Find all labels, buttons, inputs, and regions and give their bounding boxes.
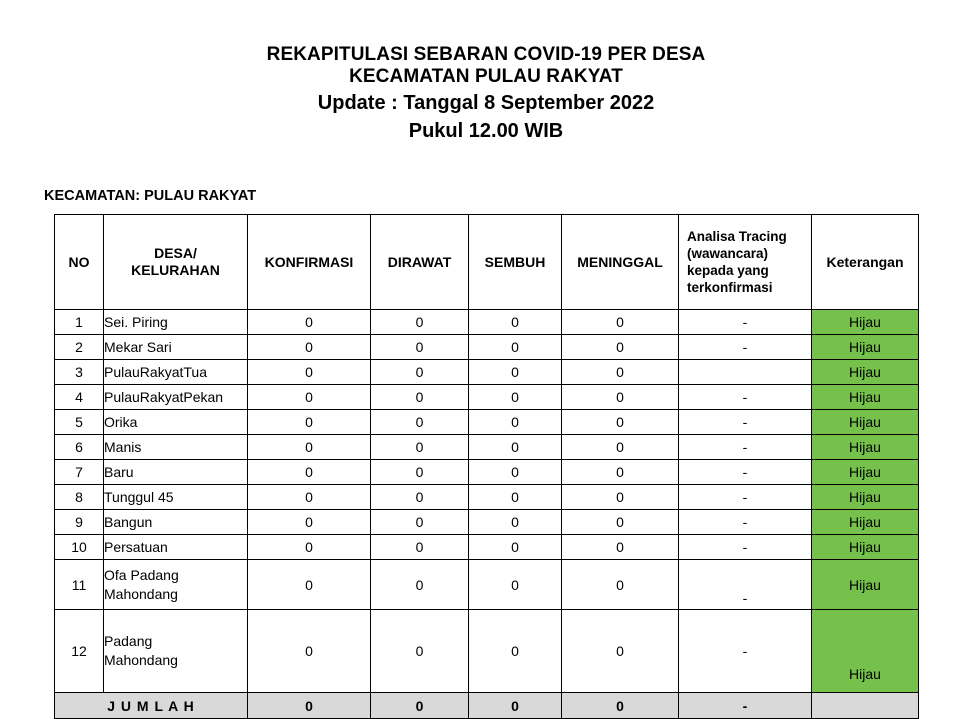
cell-dirawat: 0	[371, 410, 469, 435]
cell-desa: Manis	[104, 435, 248, 460]
status-badge: Hijau	[812, 310, 919, 335]
cell-meninggal: 0	[562, 485, 679, 510]
column-header-konfirmasi: KONFIRMASI	[248, 215, 371, 310]
column-header-meninggal: MENINGGAL	[562, 215, 679, 310]
page-title: REKAPITULASI SEBARAN COVID-19 PER DESA	[266, 44, 706, 65]
document-title-block	[0, 0, 972, 144]
column-header-keterangan: Keterangan	[812, 215, 919, 310]
cell-dirawat: 0	[371, 535, 469, 560]
cell-analisa: -	[679, 335, 812, 360]
cell-dirawat: 0	[371, 360, 469, 385]
column-header-dirawat: DIRAWAT	[371, 215, 469, 310]
cell-meninggal: 0	[562, 510, 679, 535]
cell-meninggal: 0	[562, 410, 679, 435]
status-badge: Hijau	[812, 385, 919, 410]
total-label: J U M L A H	[55, 693, 248, 719]
total-dirawat: 0	[371, 693, 469, 719]
cell-desa-line1: Padang	[104, 633, 153, 649]
cell-analisa: -	[679, 485, 812, 510]
cell-konfirmasi: 0	[248, 435, 371, 460]
cell-konfirmasi: 0	[248, 410, 371, 435]
cell-no: 12	[55, 610, 104, 693]
table-row	[55, 460, 919, 485]
cell-sembuh: 0	[469, 485, 562, 510]
status-badge: Hijau	[812, 435, 919, 460]
cell-no: 10	[55, 535, 104, 560]
table-row	[55, 410, 919, 435]
cell-konfirmasi: 0	[248, 510, 371, 535]
status-badge: Hijau	[812, 510, 919, 535]
recap-table	[54, 214, 919, 719]
cell-desa-line2: Mahondang	[104, 585, 178, 602]
status-badge: Hijau	[812, 410, 919, 435]
cell-analisa: -	[679, 460, 812, 485]
cell-no: 11	[55, 560, 104, 610]
cell-sembuh: 0	[469, 435, 562, 460]
cell-no: 8	[55, 485, 104, 510]
status-badge: Hijau	[812, 560, 919, 610]
cell-sembuh: 0	[469, 510, 562, 535]
cell-meninggal: 0	[562, 335, 679, 360]
cell-sembuh: 0	[469, 310, 562, 335]
page-subtitle: KECAMATAN PULAU RAKYAT	[349, 66, 623, 87]
cell-desa: Orika	[104, 410, 248, 435]
status-badge: Hijau	[812, 535, 919, 560]
cell-sembuh: 0	[469, 535, 562, 560]
table-row	[55, 535, 919, 560]
cell-analisa: -	[679, 560, 812, 610]
cell-desa-line2: Mahondang	[104, 652, 178, 668]
cell-no: 7	[55, 460, 104, 485]
table-row	[55, 335, 919, 360]
cell-sembuh: 0	[469, 560, 562, 610]
total-analisa: -	[679, 693, 812, 719]
table-row	[55, 560, 919, 610]
update-time: Pukul 12.00 WIB	[408, 120, 564, 142]
column-header-analisa-tracing	[679, 215, 812, 310]
cell-meninggal: 0	[562, 560, 679, 610]
cell-konfirmasi: 0	[248, 310, 371, 335]
column-header-sembuh: SEMBUH	[469, 215, 562, 310]
cell-desa: Tunggul 45	[104, 485, 248, 510]
cell-dirawat: 0	[371, 510, 469, 535]
cell-konfirmasi: 0	[248, 385, 371, 410]
status-badge: Hijau	[812, 485, 919, 510]
cell-desa-line1: Ofa Padang	[104, 566, 179, 583]
cell-sembuh: 0	[469, 335, 562, 360]
cell-konfirmasi: 0	[248, 335, 371, 360]
table-row	[55, 510, 919, 535]
cell-konfirmasi: 0	[248, 360, 371, 385]
cell-no: 2	[55, 335, 104, 360]
cell-dirawat: 0	[371, 310, 469, 335]
table-row	[55, 385, 919, 410]
cell-no: 6	[55, 435, 104, 460]
cell-meninggal: 0	[562, 385, 679, 410]
cell-meninggal: 0	[562, 435, 679, 460]
cell-dirawat: 0	[371, 385, 469, 410]
cell-desa: PulauRakyatPekan	[104, 385, 248, 410]
cell-sembuh: 0	[469, 360, 562, 385]
cell-desa: Bangun	[104, 510, 248, 535]
cell-meninggal: 0	[562, 460, 679, 485]
cell-konfirmasi: 0	[248, 460, 371, 485]
total-sembuh: 0	[469, 693, 562, 719]
table-row	[55, 310, 919, 335]
cell-dirawat: 0	[371, 435, 469, 460]
cell-no: 9	[55, 510, 104, 535]
cell-analisa: -	[679, 535, 812, 560]
cell-analisa: -	[679, 385, 812, 410]
cell-sembuh: 0	[469, 460, 562, 485]
cell-dirawat: 0	[371, 460, 469, 485]
cell-no: 5	[55, 410, 104, 435]
cell-no: 3	[55, 360, 104, 385]
cell-desa: Baru	[104, 460, 248, 485]
cell-analisa: -	[679, 310, 812, 335]
table-row	[55, 435, 919, 460]
cell-meninggal: 0	[562, 360, 679, 385]
total-konfirmasi: 0	[248, 693, 371, 719]
cell-konfirmasi: 0	[248, 535, 371, 560]
cell-dirawat: 0	[371, 560, 469, 610]
cell-analisa: -	[679, 510, 812, 535]
column-header-no: NO	[55, 215, 104, 310]
cell-analisa: -	[679, 435, 812, 460]
cell-dirawat: 0	[371, 335, 469, 360]
recap-table-container	[54, 214, 972, 719]
cell-desa: Mekar Sari	[104, 335, 248, 360]
total-meninggal: 0	[562, 693, 679, 719]
cell-meninggal: 0	[562, 610, 679, 693]
cell-desa: Persatuan	[104, 535, 248, 560]
table-header-row	[55, 215, 919, 310]
cell-analisa	[679, 360, 812, 385]
table-row	[55, 610, 919, 693]
cell-konfirmasi: 0	[248, 560, 371, 610]
column-header-desa	[104, 215, 248, 310]
cell-dirawat: 0	[371, 485, 469, 510]
cell-no: 4	[55, 385, 104, 410]
cell-dirawat: 0	[371, 610, 469, 693]
cell-meninggal: 0	[562, 310, 679, 335]
total-keterangan	[812, 693, 919, 719]
cell-analisa: -	[679, 610, 812, 693]
cell-sembuh: 0	[469, 610, 562, 693]
table-body	[55, 310, 919, 719]
status-badge: Hijau	[812, 335, 919, 360]
cell-sembuh: 0	[469, 410, 562, 435]
cell-no: 1	[55, 310, 104, 335]
cell-meninggal: 0	[562, 535, 679, 560]
table-row	[55, 485, 919, 510]
status-badge: Hijau	[812, 610, 919, 693]
cell-analisa: -	[679, 410, 812, 435]
cell-desa: Sei. Piring	[104, 310, 248, 335]
cell-desa: PulauRakyatTua	[104, 360, 248, 385]
column-header-desa-line2: KELURAHAN	[131, 262, 220, 278]
update-date: Update : Tanggal 8 September 2022	[317, 92, 655, 114]
column-header-analisa-text: Analisa Tracing (wawancara) kepada yang terkonfirmasi	[687, 229, 787, 295]
table-row	[55, 360, 919, 385]
cell-konfirmasi: 0	[248, 610, 371, 693]
cell-desa	[104, 560, 248, 610]
status-badge: Hijau	[812, 460, 919, 485]
cell-sembuh: 0	[469, 385, 562, 410]
section-subheader: KECAMATAN: PULAU RAKYAT	[44, 188, 257, 204]
column-header-desa-line1: DESA/	[154, 245, 197, 261]
table-header	[55, 215, 919, 310]
cell-konfirmasi: 0	[248, 485, 371, 510]
cell-desa	[104, 610, 248, 693]
status-badge: Hijau	[812, 360, 919, 385]
table-total-row	[55, 693, 919, 719]
